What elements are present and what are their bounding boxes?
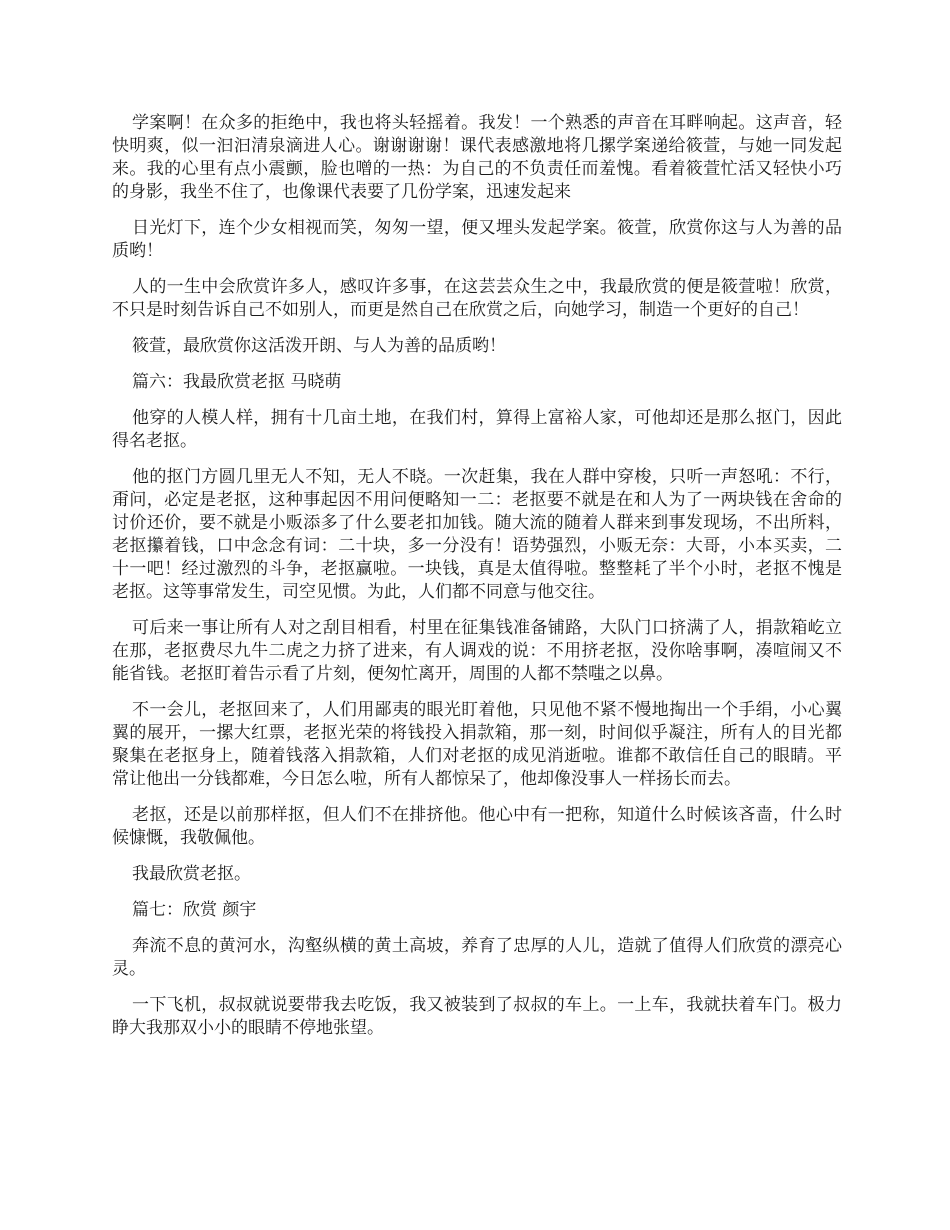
paragraph: 学案啊！在众多的拒绝中，我也将头轻摇着。我发！一个熟悉的声音在耳畔响起。这声音，轻快明爽，似一汩汩清泉滴进人心。谢谢谢谢！课代表感激地将几摞学案递给筱萱，与她一同发起来。我的心里有点小震颤，脸也噌的一热：为自己的不负责任而羞愧。看着筱萱忙活又轻快小巧的身影，我坐不住了，也像课代表要了几份学案，迅速发起来 <box>112 113 842 202</box>
section-heading: 篇七：欣赏 颜宇 <box>132 900 257 920</box>
paragraph: 老抠，还是以前那样抠，但人们不在排挤他。他心中有一把称，知道什么时候该吝啬，什么时候慷慨，我敬佩他。 <box>112 805 842 848</box>
paragraph: 不一会儿，老抠回来了，人们用鄙夷的眼光盯着他，只见他不紧不慢地掏出一个手绢，小心翼翼的展开，一摞大红票，老抠光荣的将钱投入捐款箱，那一刻，时间似乎凝注，所有人的目光都聚集在老抠身上，随着钱落入捐款箱，人们对老抠的成见消逝啦。谁都不敢信任自己的眼睛。平常让他出一分钱都难，今日怎么啦，所有人都惊呆了，他却像没事人一样扬长而去。 <box>112 700 842 789</box>
paragraph: 筱萱，最欣赏你这活泼开朗、与人为善的品质哟！ <box>132 336 506 356</box>
paragraph: 可后来一事让所有人对之刮目相看，村里在征集钱准备铺路，大队门口挤满了人，捐款箱屹立在那，老抠费尽九牛二虎之力挤了进来，有人调戏的说：不用挤老抠，没你啥事啊，凑喧闹又不能省钱。老抠盯着告示看了片刻，便匆忙离开，周围的人都不禁嗤之以鼻。 <box>112 618 842 684</box>
section-heading: 篇六：我最欣赏老抠 马晓萌 <box>132 372 342 392</box>
document-page <box>112 112 842 1053</box>
paragraph: 他的抠门方圆几里无人不知，无人不晓。一次赶集，我在人群中穿梭，只听一声怒吼：不行，甭问，必定是老抠，这种事起因不用问便略知一二：老抠要不就是在和人为了一两块钱在舍命的讨价还价，要不就是小贩添多了什么要老扣加钱。随大流的随着人群来到事发现场，不出所料，老抠攥着钱，口中念念有词：二十块，多一分没有！语势强烈，小贩无奈：大哥，小本买卖，二十一吧！经过激烈的斗争，老抠赢啦。一块钱，真是太值得啦。整整耗了半个小时，老抠不愧是老抠。这等事常发生，司空见惯。为此，人们都不同意与他交往。 <box>112 467 842 602</box>
paragraph: 日光灯下，连个少女相视而笑，匆匆一望，便又埋头发起学案。筱萱，欣赏你这与人为善的品质哟！ <box>112 218 842 261</box>
paragraph: 他穿的人模人样，拥有十几亩土地，在我们村，算得上富裕人家，可他却还是那么抠门，因此得名老抠。 <box>112 408 842 451</box>
paragraph: 一下飞机，叔叔就说要带我去吃饭，我又被装到了叔叔的车上。一上车，我就扶着车门。极力睁大我那双小小的眼睛不停地张望。 <box>112 995 842 1038</box>
paragraph: 奔流不息的黄河水，沟壑纵横的黄土高坡，养育了忠厚的人儿，造就了值得人们欣赏的漂亮心灵。 <box>112 936 842 979</box>
paragraph: 人的一生中会欣赏许多人，感叹许多事，在这芸芸众生之中，我最欣赏的便是筱萱啦！欣赏，不只是时刻告诉自己不如别人，而更是然自己在欣赏之后，向她学习，制造一个更好的自己！ <box>112 277 842 320</box>
paragraph: 我最欣赏老抠。 <box>132 864 251 884</box>
